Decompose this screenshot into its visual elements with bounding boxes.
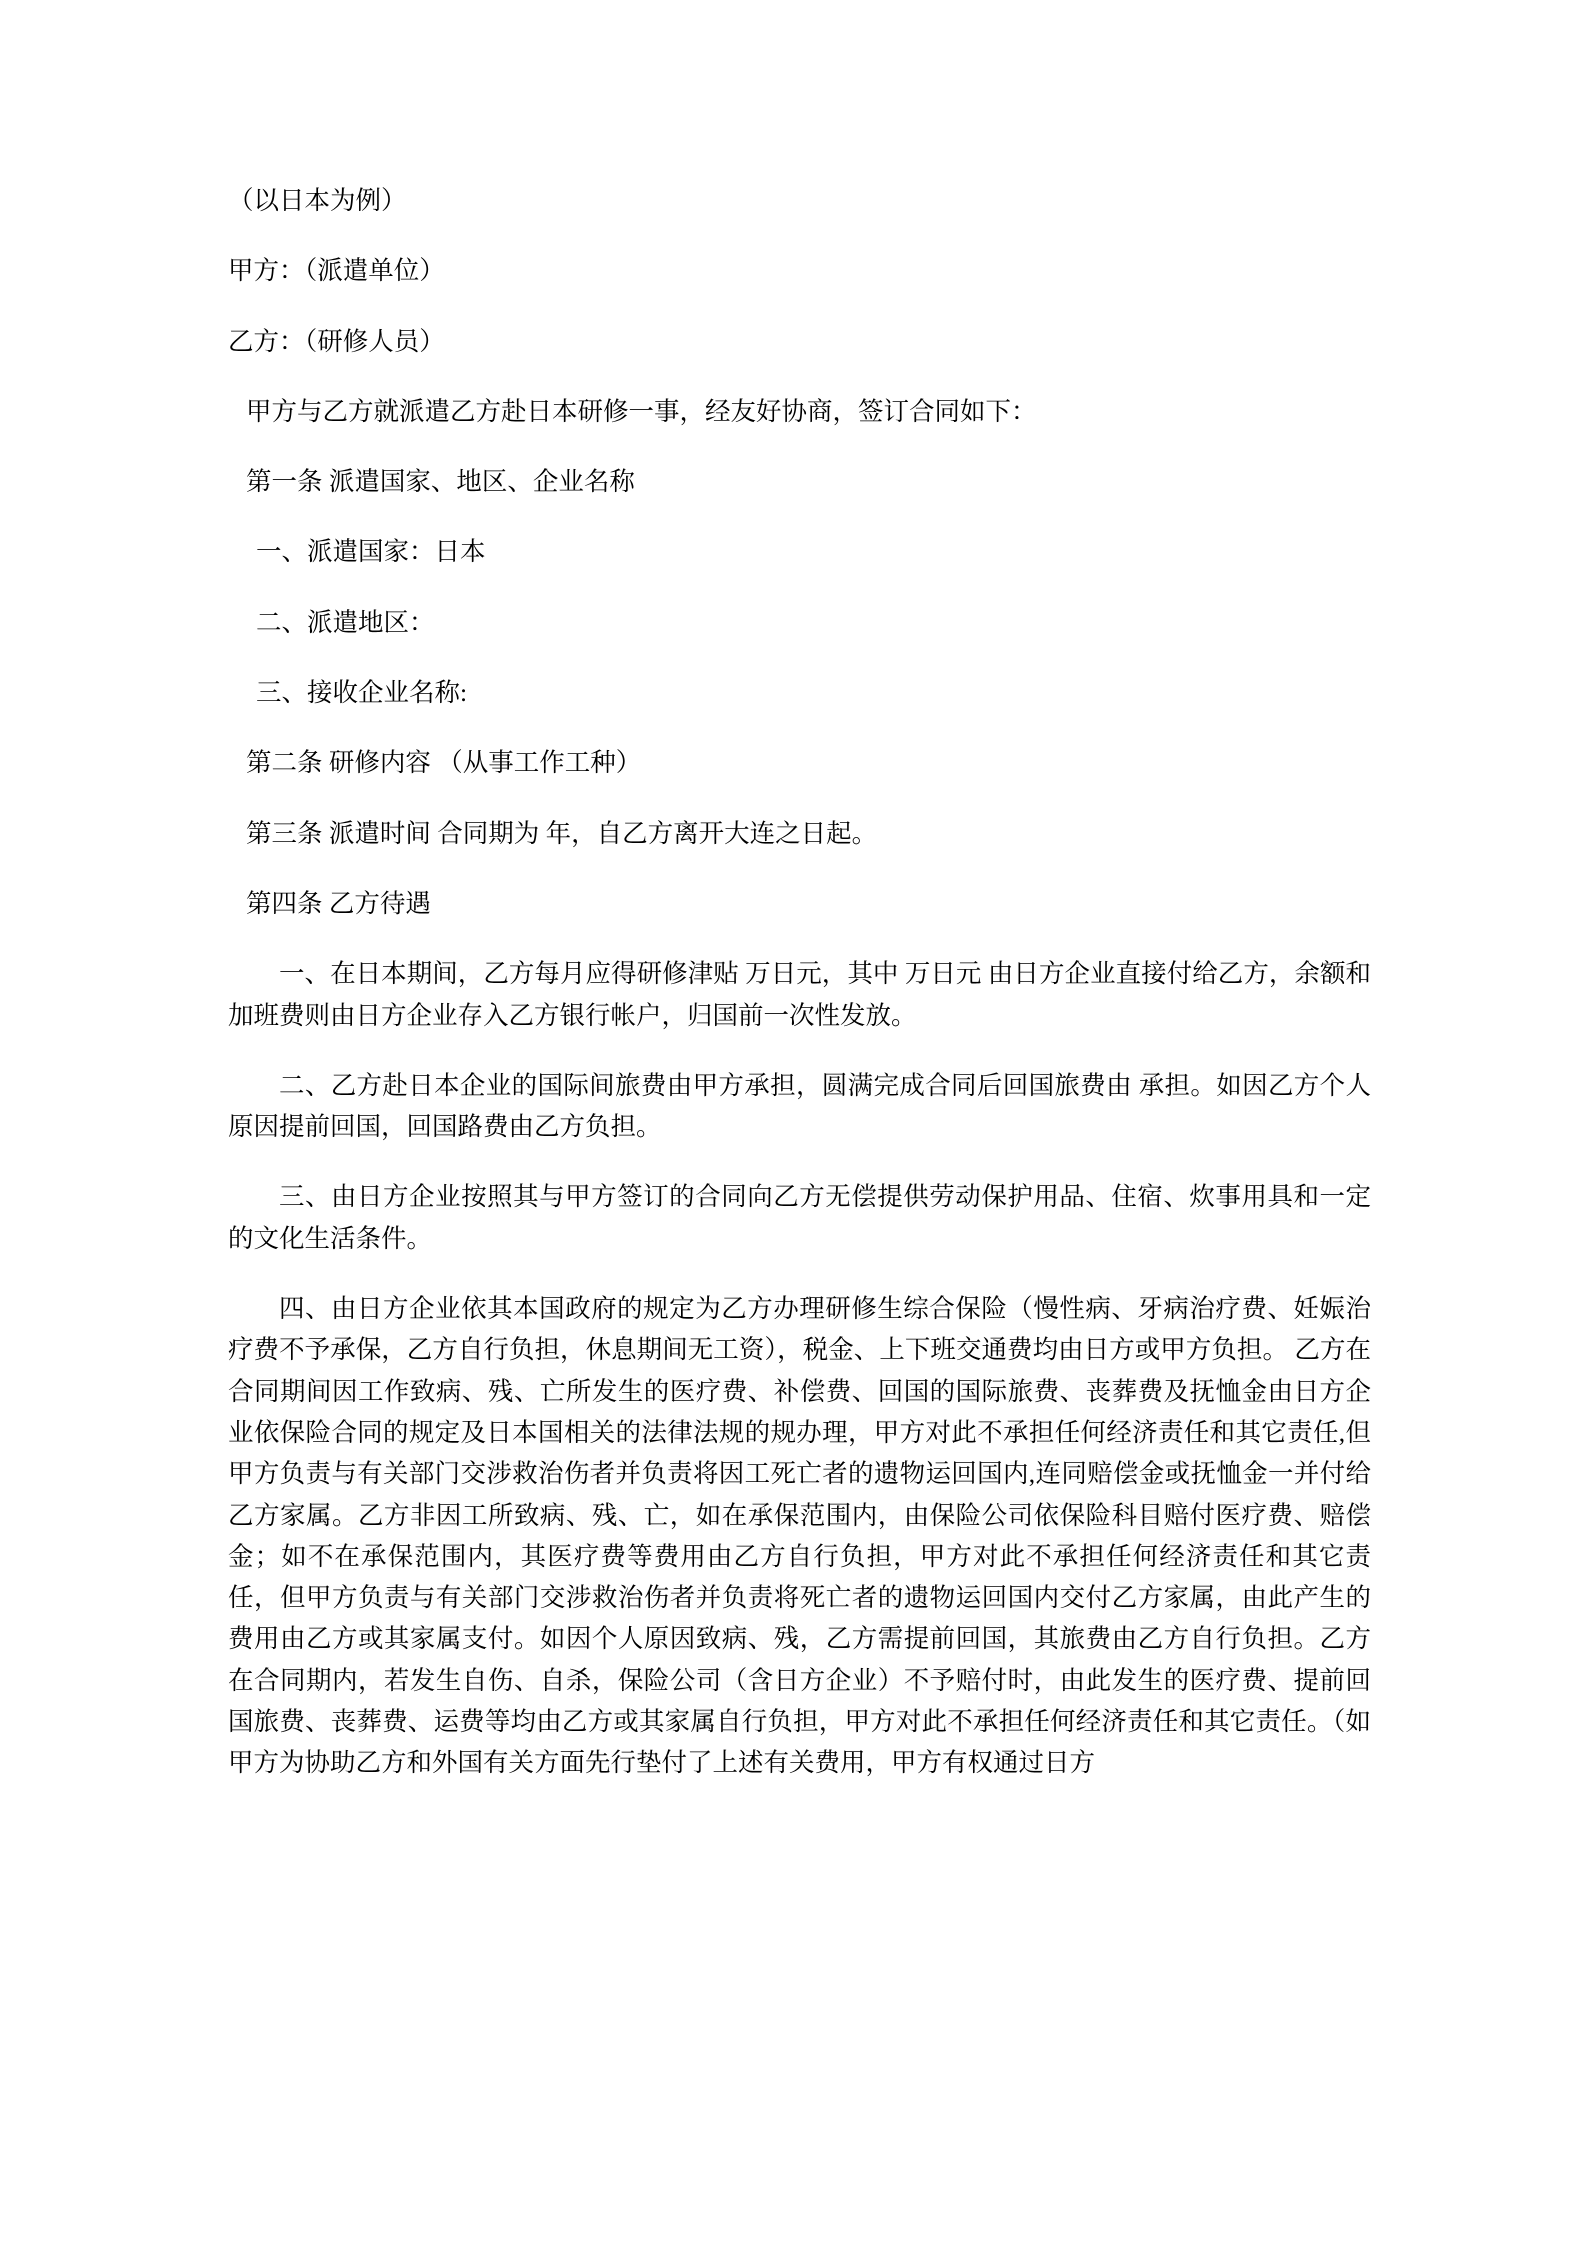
paragraph-title-example: （以日本为例） (228, 186, 407, 215)
paragraph-article-3-heading: 第三条 派遣时间 合同期为 年，自乙方离开大连之日起。 (246, 818, 878, 848)
paragraph-article-4-item-3: 三、由日方企业按照其与甲方签订的合同向乙方无偿提供劳动保护用品、住宿、炊事用具和一定的文化生活条件。 (228, 1182, 1371, 1253)
paragraph-article-4-item-2: 二、乙方赴日本企业的国际间旅费由甲方承担，圆满完成合同后回国旅费由 承担。如因乙方个人原因提前回国，回国路费由乙方负担。 (228, 1070, 1371, 1142)
paragraph-party-a: 甲方：（派遣单位） (228, 256, 445, 286)
paragraph-article-4-item-4: 四、由日方企业依其本国政府的规定为乙方办理研修生综合保险（慢性病、牙病治疗费、妊娠治疗费不予承保，乙方自行负担，休息期间无工资），税金、上下班交通费均由日方或甲方负担。 乙方在合同期间因工作致病、残、亡所发生的医疗费、补偿费、回国的国际旅费、丧葬费及抚恤金由日方企业依保险合同的规定及日本国相关的法律法规的规办理，甲方对此不承担任何经济责任和其它责任,但甲方负责与有关部门交涉救治伤者并负责将因工死亡者的遗物运回国内,连同赔偿金或抚恤金一并付给乙方家属。乙方非因工所致病、残、亡，如在承保范围内，由保险公司依保险科目赔付医疗费、赔偿金；如不在承保范围内，其医疗费等费用由乙方自行负担，甲方对此不承担任何经济责任和其它责任，但甲方负责与有关部门交涉救治伤者并负责将死亡者的遗物运回国内交付乙方家属，由此产生的费用由乙方或其家属支付。如因个人原因致病、残，乙方需提前回国，其旅费由乙方自行负担。乙方在合同期内，若发生自伤、自杀，保险公司（含日方企业）不予赔付时，由此发生的医疗费、提前回国旅费、丧葬费、运费等均由乙方或其家属自行负担，甲方对此不承担任何经济责任和其它责任。（如甲方为协助乙方和外国有关方面先行垫付了上述有关费用，甲方有权通过日方 (228, 1294, 1371, 1778)
paragraph-article-1-heading: 第一条 派遣国家、地区、企业名称 (246, 467, 635, 497)
paragraph-article-1-item-2: 二、派遣地区： (256, 607, 435, 637)
paragraph-article-2-heading: 第二条 研修内容 （从事工作工种） (246, 748, 642, 778)
paragraph-article-4-item-1: 一、在日本期间，乙方每月应得研修津贴 万日元，其中 万日元 由日方企业直接付给乙方，余额和加班费则由日方企业存入乙方银行帐户，归国前一次性发放。 (228, 959, 1371, 1030)
paragraph-preamble: 甲方与乙方就派遣乙方赴日本研修一事，经友好协商，签订合同如下： (246, 396, 1037, 426)
paragraph-article-4-heading: 第四条 乙方待遇 (246, 888, 431, 918)
paragraph-article-1-item-3: 三、接收企业名称: (256, 678, 468, 708)
paragraph-article-1-item-1: 一、派遣国家：日本 (256, 537, 486, 567)
document-body (228, 180, 1371, 1784)
paragraph-party-b: 乙方：（研修人员） (228, 326, 445, 356)
